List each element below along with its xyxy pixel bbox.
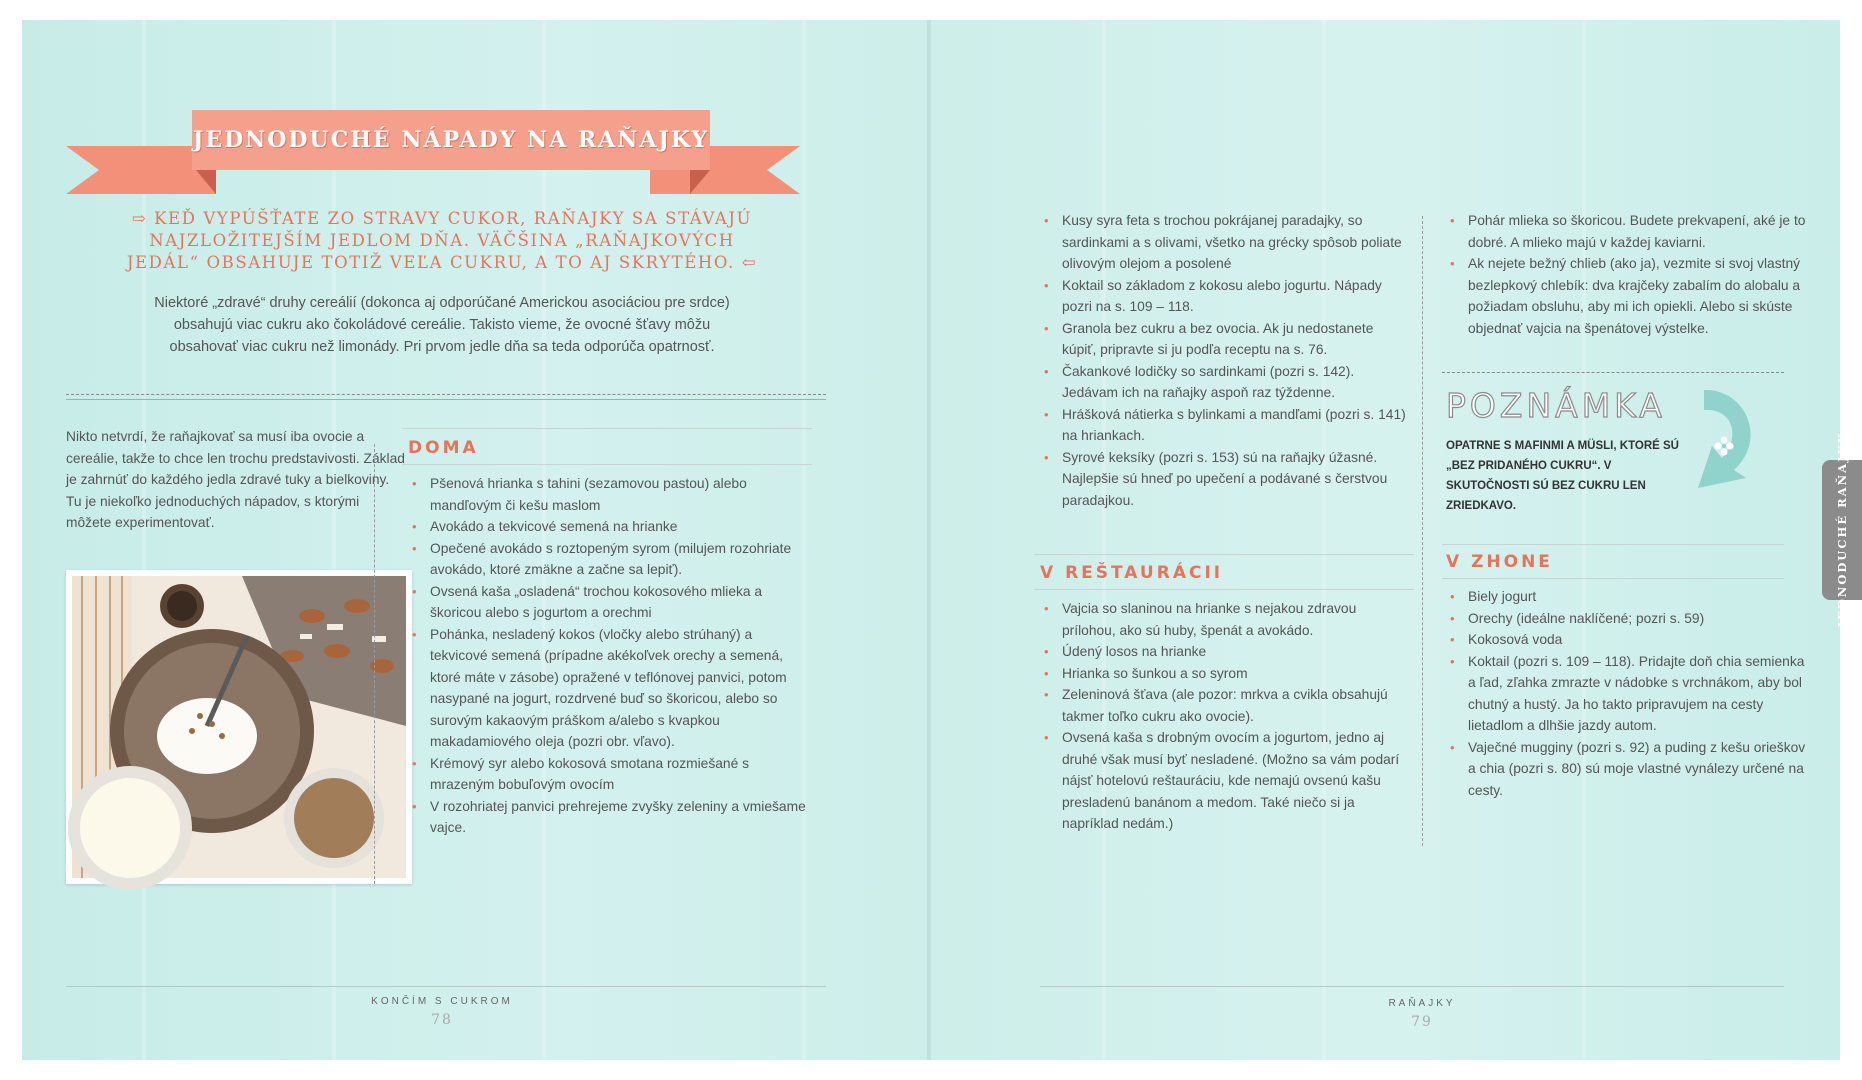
list-item: • Avokádo a tekvicové semená na hrianke <box>408 516 812 538</box>
right-col1-list <box>1040 210 1410 511</box>
list-item: • Hrášková nátierka s bylinkami a mandľami (pozri s. 141) na hriankach. <box>1040 404 1410 447</box>
page-number-right: 79 <box>1411 1014 1433 1030</box>
wood-grain <box>1322 20 1326 1060</box>
right-col2-list <box>1446 210 1806 339</box>
wood-grain <box>1102 20 1106 1060</box>
intro-paragraph: Niektoré „zdravé“ druhy cereálií (dokonca aj odporúčané Americkou asociáciou pre srdce) obsahujú viac cukru ako čokoládové cereálie. Takisto vieme, že ovocné šťavy môžu obsahovať viac cukru než limonády. Pri prvom jedle dňa sa teda odporúča opatrnosť. <box>154 295 730 355</box>
list-item: • Koktail so základom z kokosu alebo jogurtu. Nápady pozri na s. 109 – 118. <box>1040 275 1410 318</box>
list-item: • Vaječné mugginy (pozri s. 92) a puding z kešu orieškov a chia (pozri s. 80) sú moje vlastné vynálezy určené na cesty. <box>1446 737 1806 802</box>
side-tab-label: JEDNODUCHÉ RAŇAJKY <box>1835 432 1849 628</box>
list-item: • V rozohriatej panvici prehrejeme zvyšky zeleniny a vmiešame vajce. <box>408 796 812 839</box>
list-item: • Pšenová hrianka s tahini (sezamovou pastou) alebo mandľovým či kešu maslom <box>408 473 812 516</box>
list-item: • Orechy (ideálne naklíčené; pozri s. 59) <box>1446 608 1806 630</box>
heading-rule <box>1034 589 1414 590</box>
list-item: • Ovsená kaša „osladená“ trochou kokosového mlieka a škoricou alebo s jogurtom a orechmi <box>408 581 812 624</box>
section-divider <box>66 399 826 400</box>
doma-heading: DOMA <box>408 438 479 458</box>
wood-grain <box>332 20 336 1060</box>
list-item: • Syrové keksíky (pozri s. 153) sú na raňajky úžasné. Najlepšie sú hneď po upečení a podávané s čerstvou paradajkou. <box>1040 447 1410 512</box>
heading-rule <box>1442 544 1784 545</box>
list-item: • Pohár mlieka so škoricou. Budete prekvapení, aké je to dobré. A mlieko majú v každej kaviarni. <box>1446 210 1806 253</box>
curved-arrow-icon <box>1684 388 1764 492</box>
list-item: • Kokosová voda <box>1446 629 1806 651</box>
list-item: • Pohánka, nesladený kokos (vločky alebo strúhaný) a tekvicové semená (prípadne akékoľvek orechy a semená, ktoré máte v zásobe) opražené v teflónovej panvici, potom nasypané na jogurt, rozdrvené buď so škoricou, alebo so surovým kakaovým práškom a/alebo s kvapkou makadamiového oleja (pozri obr. vľavo). <box>408 624 812 753</box>
list-item: • Ovsená kaša s drobným ovocím a jogurtom, jedno aj druhé však musí byť nesladené. (Možno sa vám podarí nájsť hotelovú reštauráciu, kde nemajú ovsenú kašu presladenú banánom a medom. Také niečo si ja napríklad nedám.) <box>1040 727 1410 835</box>
photo-image <box>72 576 406 878</box>
list-item: • Koktail (pozri s. 109 – 118). Pridajte doň chia semienka a ľad, zľahka zmrazte v nádobke s vrchnákom, aby bol chutný a hustý. Ja ho takto pripravujem na cesty lietadlom a dlhšie jazdy autom. <box>1446 651 1806 737</box>
list-item: • Zeleninová šťava (ale pozor: mrkva a cvikla obsahujú takmer toľko cukru ako ovocie). <box>1040 684 1410 727</box>
list-item: • Opečené avokádo s roztopeným syrom (milujem rozohriate avokádo, ktoré zmäkne a začne sa lepiť). <box>408 538 812 581</box>
list-item: • Krémový syr alebo kokosová smotana rozmiešané s mrazeným bobuľovým ovocím <box>408 753 812 796</box>
note-title: POZNÁMKA <box>1446 386 1666 425</box>
list-item: • Vajcia so slaninou na hrianke s nejakou zdravou prílohou, ako sú huby, špenát a avokádo. <box>1040 598 1410 641</box>
list-item: • Ak nejete bežný chlieb (ako ja), vezmite si svoj vlastný bezlepkový chlebík: dva krajčeky zabalím do alobalu a požiadam obsluhu, aby mi ich opiekli. Alebo si skúste objednať vajcia na špenátovej výstelke. <box>1446 253 1806 339</box>
page-number-left: 78 <box>431 1012 453 1028</box>
list-item: • Čakankové lodičky so sardinkami (pozri s. 142). Jedávam ich na raňajky aspoň raz týždenne. <box>1040 361 1410 404</box>
zhone-list <box>1446 586 1806 801</box>
heading-rule <box>1034 554 1414 555</box>
chapter-side-tab <box>1822 432 1862 628</box>
column-divider <box>374 444 375 884</box>
footer-rule <box>66 986 826 987</box>
footer-label-right: RAŇAJKY <box>1388 998 1456 1009</box>
column-divider <box>1422 216 1423 846</box>
doma-list <box>408 473 812 839</box>
zhone-heading: V ZHONE <box>1446 552 1553 572</box>
restauracia-heading: V REŠTAURÁCII <box>1040 563 1224 583</box>
heading-rule <box>402 464 812 465</box>
list-item: • Hrianka so šunkou a so syrom <box>1040 663 1410 685</box>
breakfast-photo <box>66 570 412 884</box>
list-item: • Biely jogurt <box>1446 586 1806 608</box>
book-spread <box>22 20 1849 1060</box>
restauracia-list <box>1040 598 1410 835</box>
list-item: • Granola bez cukru a bez ovocia. Ak ju nedostanete kúpiť, pripravte si ju podľa receptu na s. 76. <box>1040 318 1410 361</box>
footer-label-left: KONČÍM S CUKROM <box>371 996 513 1007</box>
heading-rule <box>1442 578 1784 579</box>
footer-rule <box>1040 986 1784 987</box>
note-text: OPATRNE S MAFINMI A MÜSLI, KTORÉ SÚ „BEZ PRIDANÉHO CUKRU“. V SKUTOČNOSTI SÚ BEZ CUKRU LEN ZRIEDKAVO. <box>1446 440 1679 512</box>
list-item: • Kusy syra feta s trochou pokrájanej paradajky, so sardinkami a s olivami, všetko na grécky spôsob poliate olivovým olejom a posolené <box>1040 210 1410 275</box>
note-divider <box>1442 372 1784 373</box>
banner-title: JEDNODUCHÉ NÁPADY NA RAŇAJKY <box>192 110 710 170</box>
book-gutter <box>927 20 931 1060</box>
heading-rule <box>402 428 812 429</box>
list-item: • Údený losos na hrianke <box>1040 641 1410 663</box>
lead-text: ⇨ KEĎ VYPÚŠŤATE ZO STRAVY CUKOR, RAŇAJKY SA STÁVAJÚ NAJZLOŽITEJŠÍM JEDLOM DŇA. VÄČŠINA „RAŇAJKOVÝCH JEDÁL“ OBSAHUJE TOTIŽ VEĽA CUKRU, A TO AJ SKRYTÉHO. ⇦ <box>126 209 758 272</box>
side-paragraph: Nikto netvrdí, že raňajkovať sa musí iba ovocie a cereálie, takže to chce len trochu predstavivosti. Základ je zahrnúť do každého jedla zdravé tuky a bielkoviny. Tu je niekoľko jednoduchých nápadov, s ktorými môžete experimentovať. <box>66 429 405 530</box>
wood-grain <box>1582 20 1586 1060</box>
section-divider <box>66 394 826 395</box>
